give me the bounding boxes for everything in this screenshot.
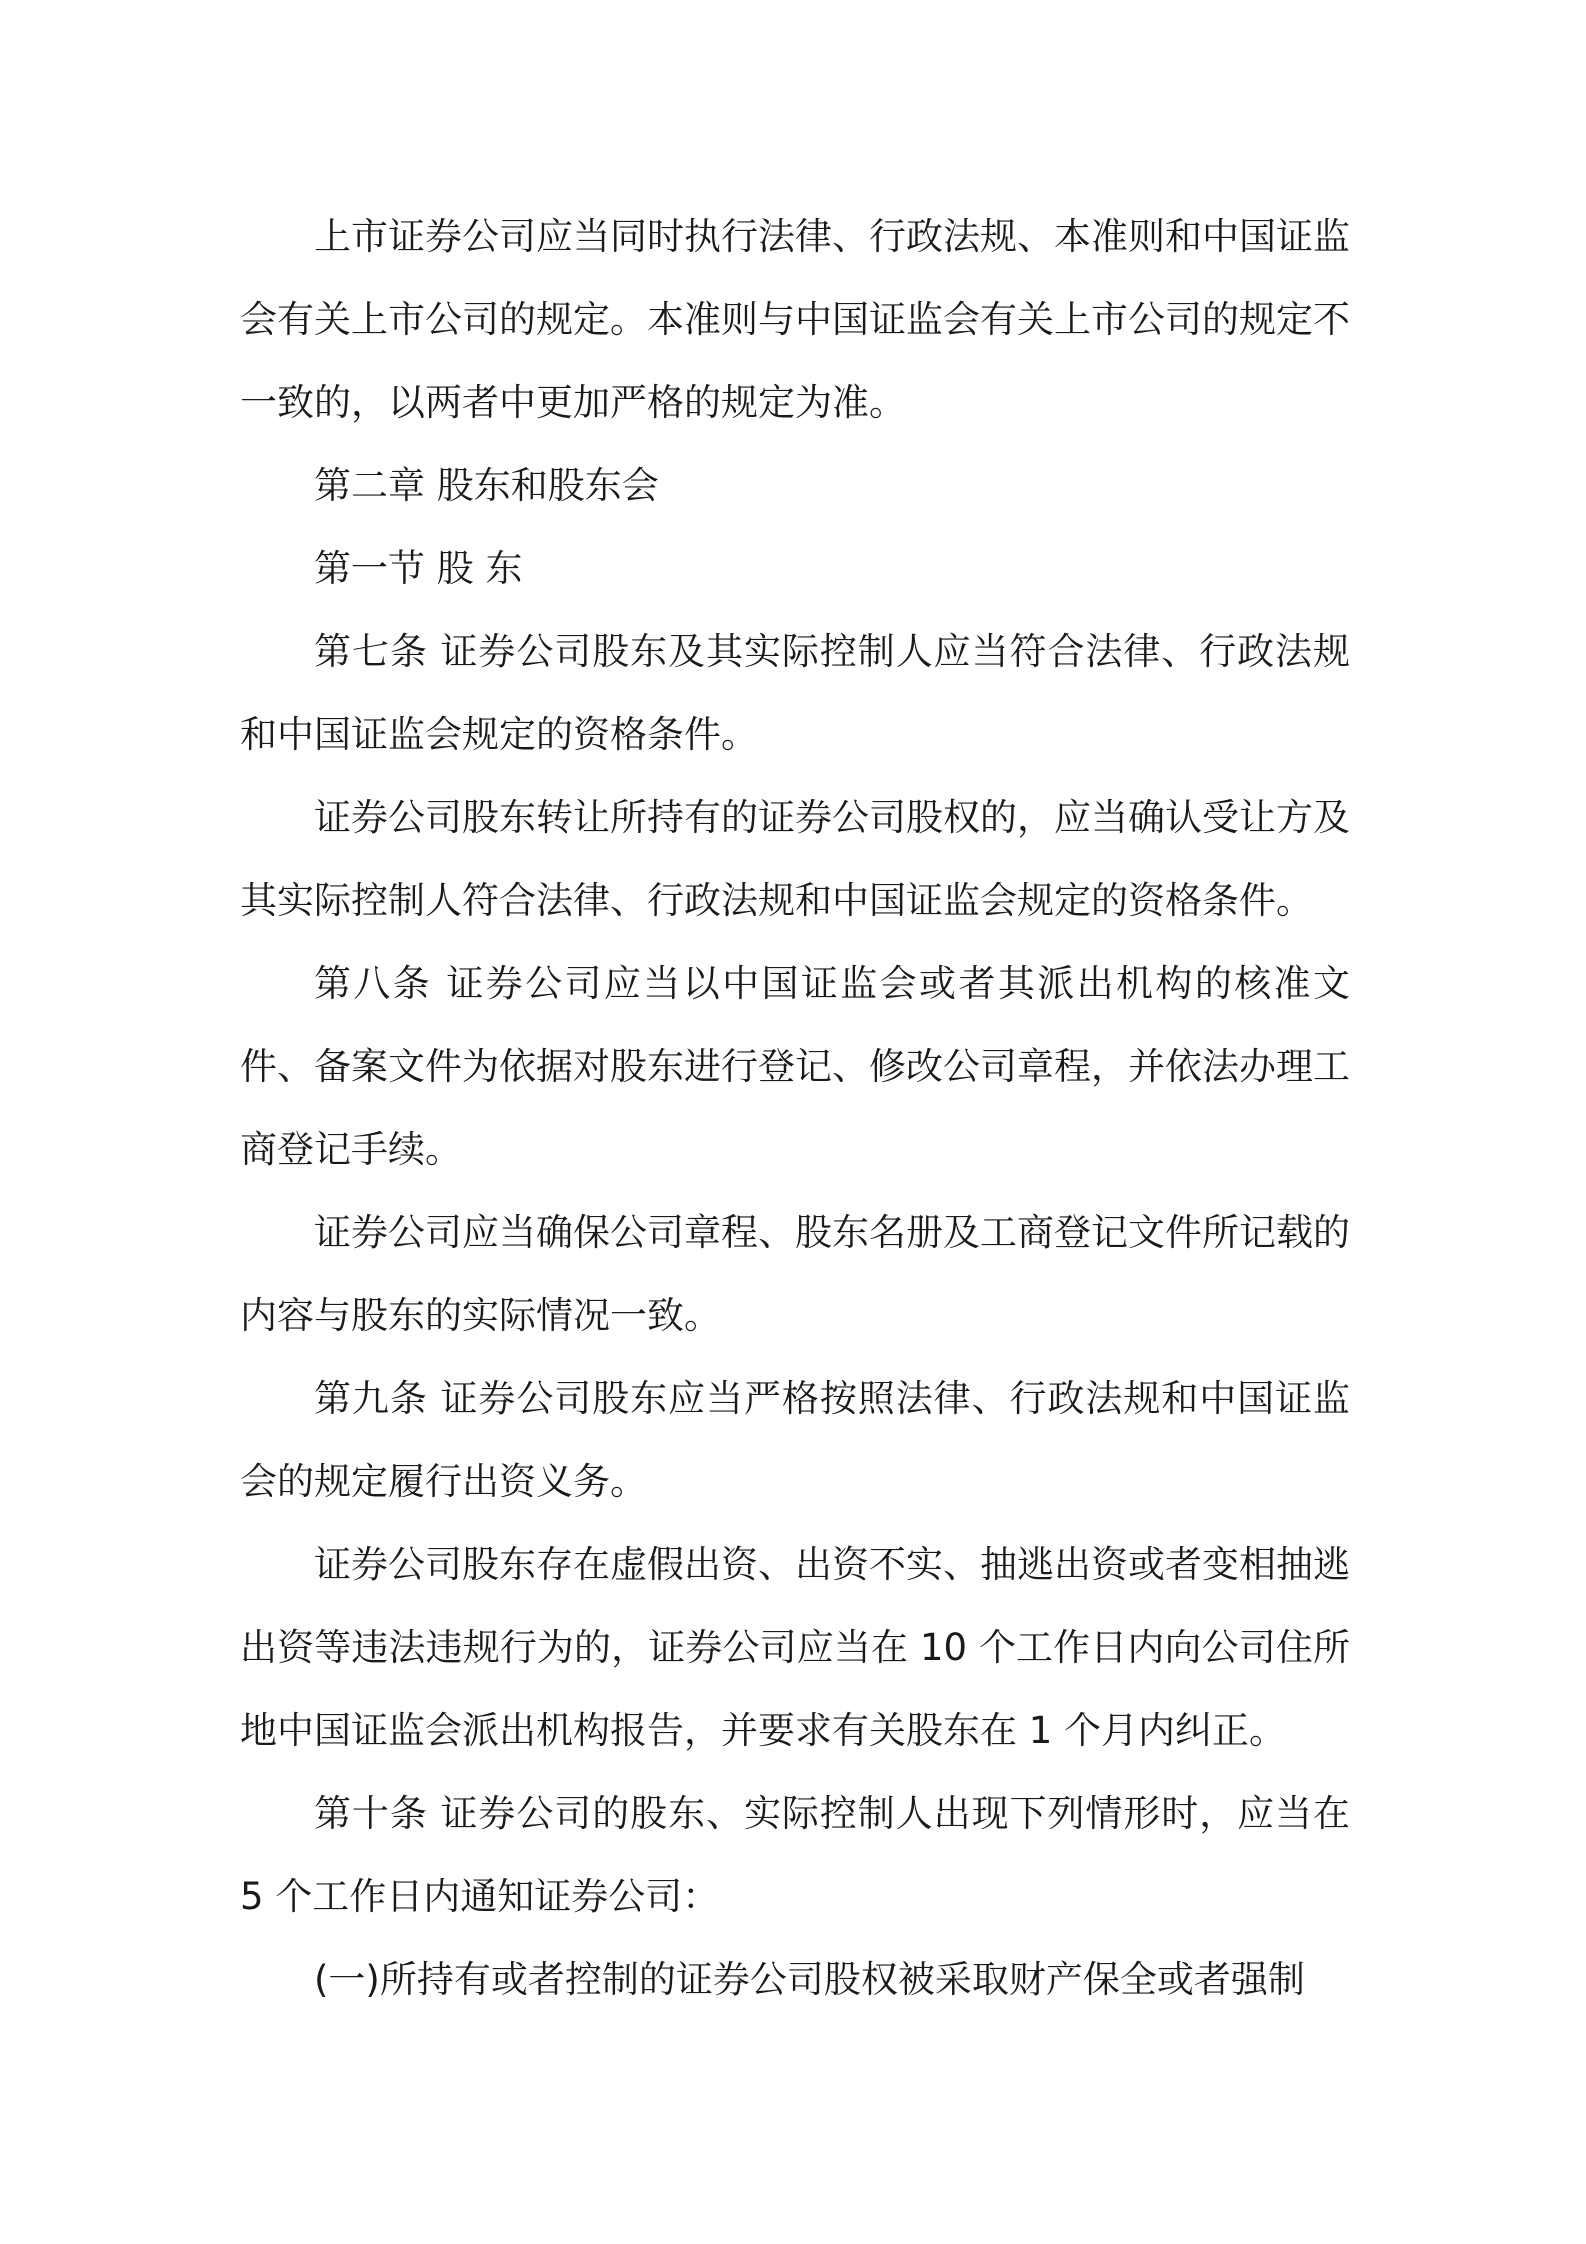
section-heading: 第一节 股 东 — [314, 547, 523, 590]
document-body — [240, 195, 1350, 2021]
article-7-paragraph-2: 证券公司股东转让所持有的证券公司股权的，应当确认受让方及其实际控制人符合法律、行政法规和中国证监会规定的资格条件。 — [240, 796, 1350, 922]
article-9-paragraph-2: 证券公司股东存在虚假出资、出资不实、抽逃出资或者变相抽逃出资等违法违规行为的，证券公司应当在 10 个工作日内向公司住所地中国证监会派出机构报告，并要求有关股东在 1 个月内纠正。 — [240, 1543, 1350, 1752]
article-10-item-1: (一)所持有或者控制的证券公司股权被采取财产保全或者强制 — [314, 1958, 1305, 2001]
article-7: 第七条 证券公司股东及其实际控制人应当符合法律、行政法规和中国证监会规定的资格条件。 — [240, 630, 1350, 756]
article-8-paragraph-2: 证券公司应当确保公司章程、股东名册及工商登记文件所记载的内容与股东的实际情况一致。 — [240, 1211, 1350, 1337]
article-9: 第九条 证券公司股东应当严格按照法律、行政法规和中国证监会的规定履行出资义务。 — [240, 1377, 1350, 1503]
chapter-heading: 第二章 股东和股东会 — [314, 464, 659, 507]
article-8: 第八条 证券公司应当以中国证监会或者其派出机构的核准文件、备案文件为依据对股东进行登记、修改公司章程，并依法办理工商登记手续。 — [240, 962, 1350, 1171]
article-10: 第十条 证券公司的股东、实际控制人出现下列情形时，应当在 5 个工作日内通知证券公司： — [240, 1792, 1350, 1918]
paragraph-listed-company-rules: 上市证券公司应当同时执行法律、行政法规、本准则和中国证监会有关上市公司的规定。本准则与中国证监会有关上市公司的规定不一致的，以两者中更加严格的规定为准。 — [240, 215, 1350, 424]
